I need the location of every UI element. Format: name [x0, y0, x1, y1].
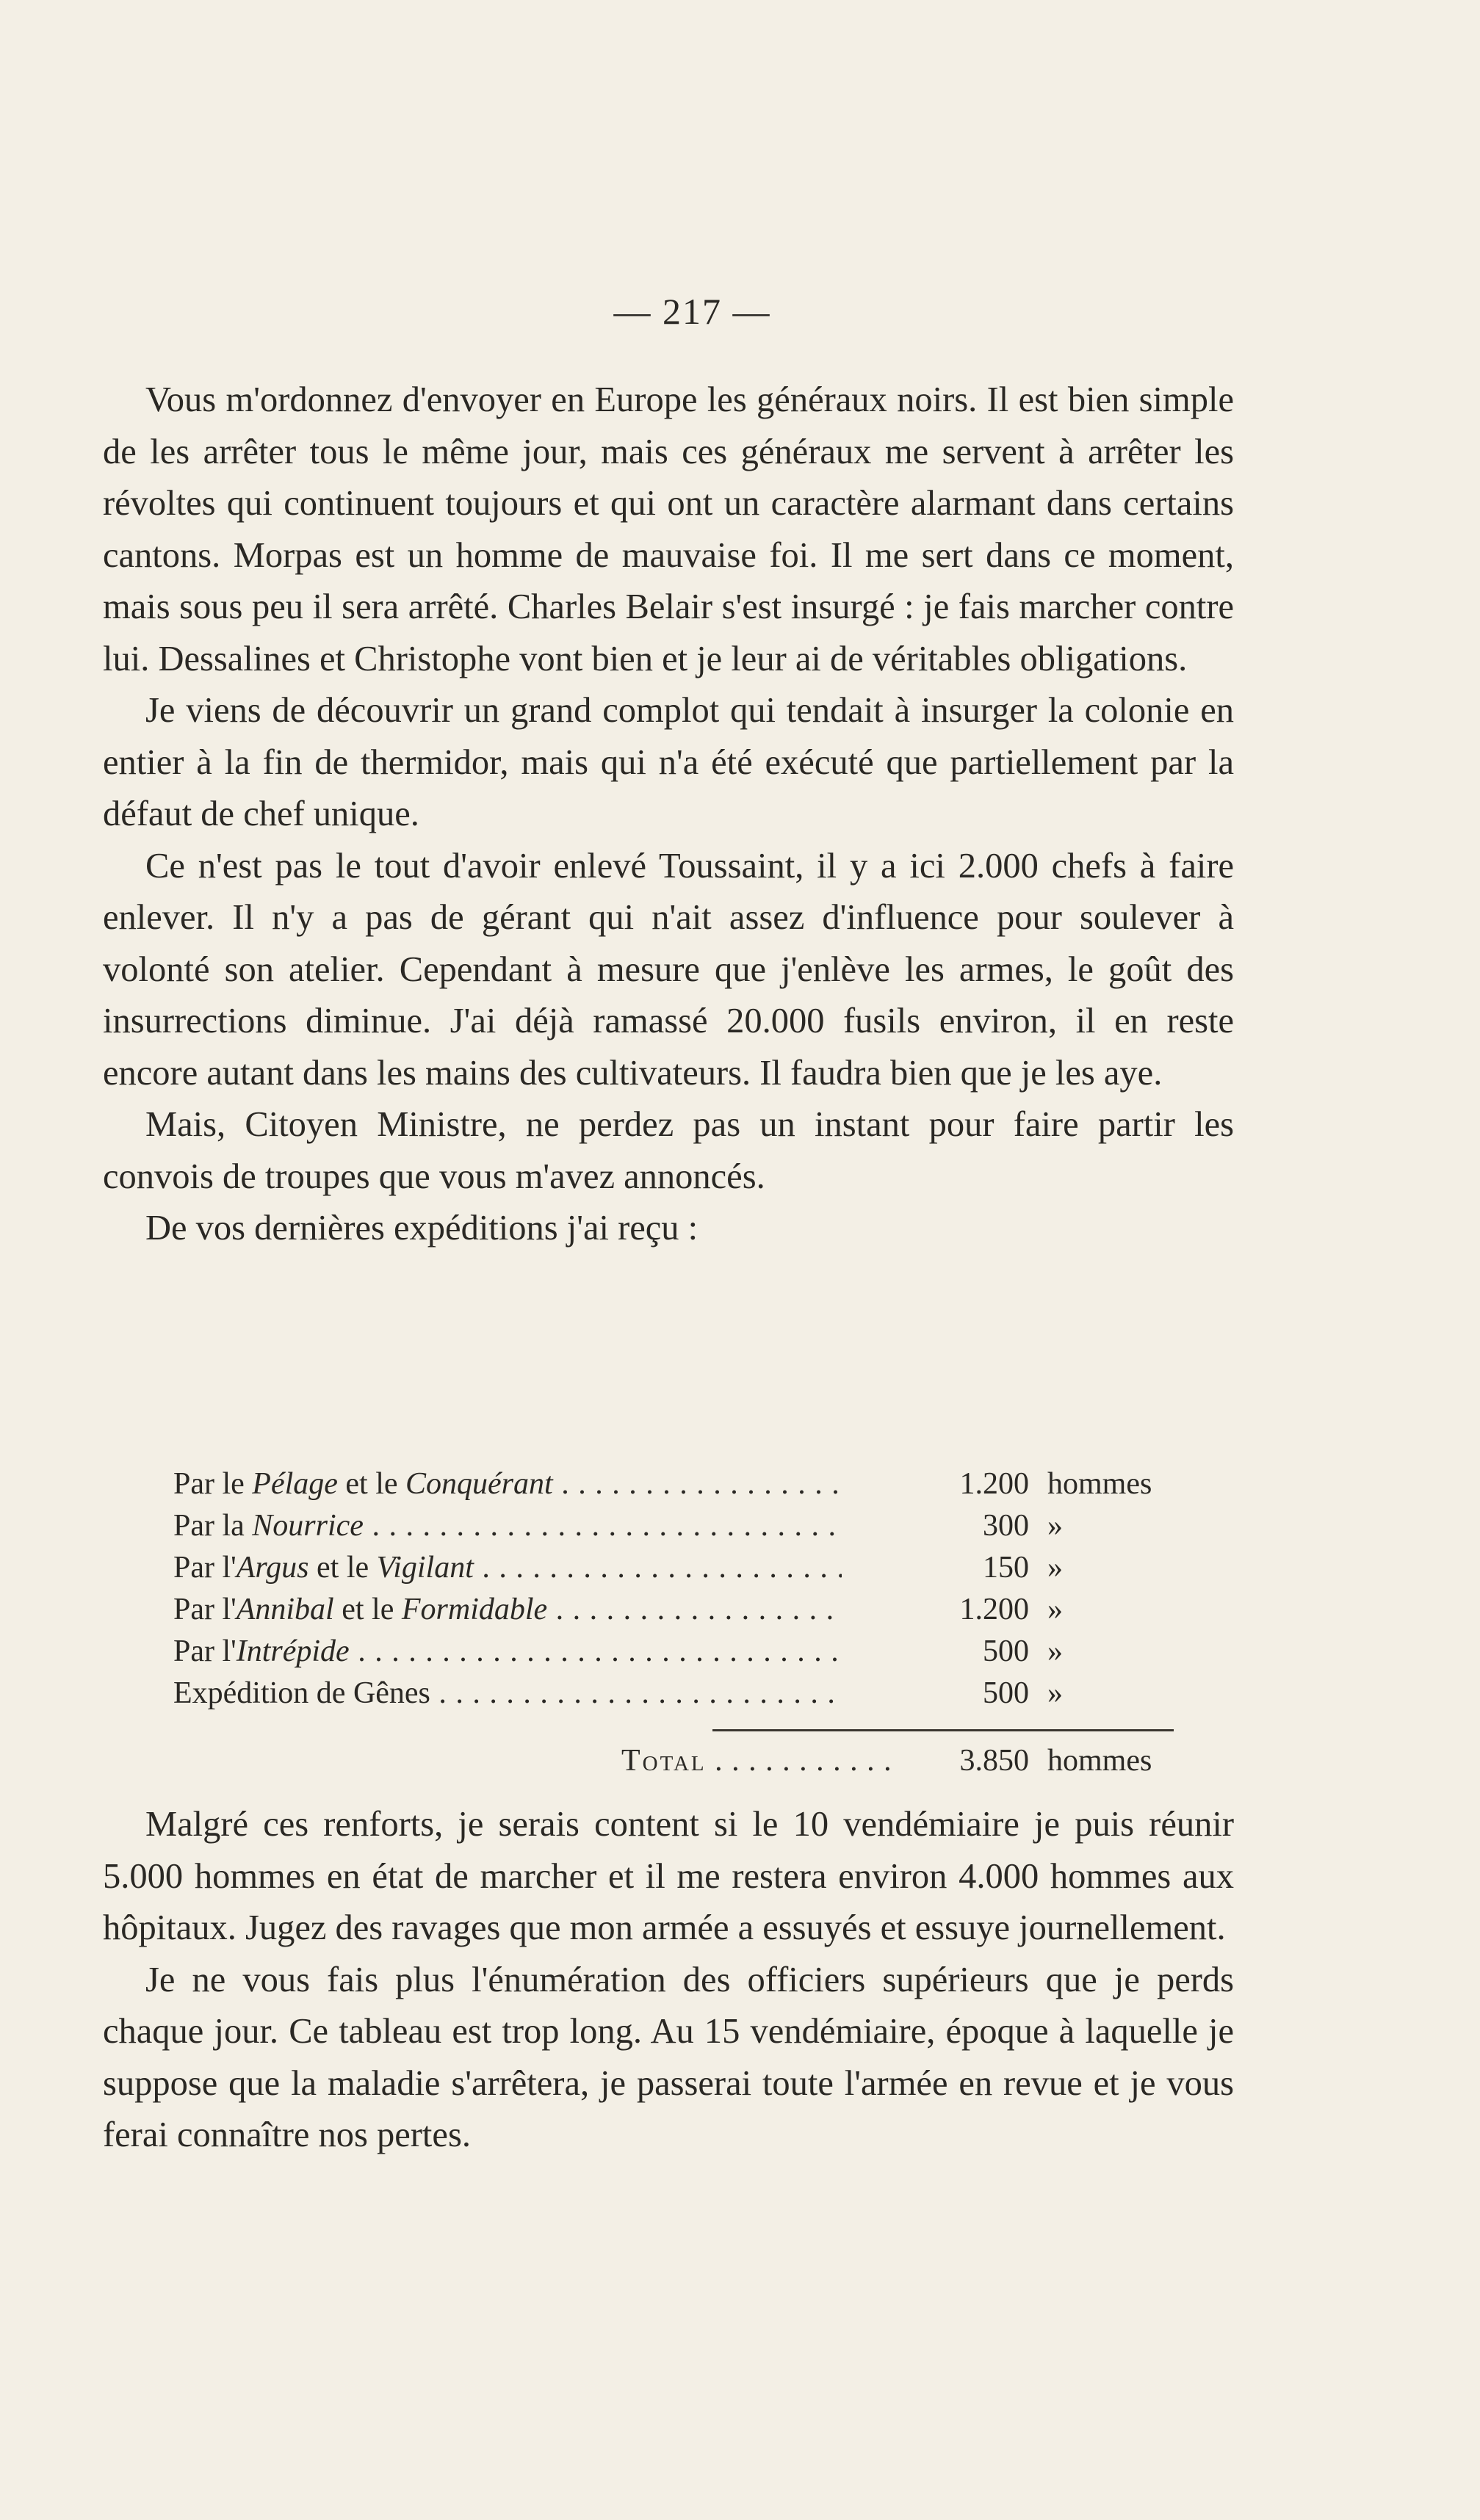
row-unit: »	[1047, 1593, 1063, 1626]
table-row	[173, 1463, 1180, 1505]
table-row	[173, 1631, 1180, 1673]
row-unit: »	[1047, 1509, 1063, 1543]
paragraph: Malgré ces renforts, je serais content si le 10 vendémiaire je puis réunir 5.000 hommes en état de marcher et il me restera environ 4.000 hommes aux hôpitaux. Jugez des ravages que mon armée a essuyés et essuye journellement.	[103, 1805, 1234, 1947]
row-unit: »	[1047, 1634, 1063, 1668]
table-row	[173, 1547, 1180, 1589]
total-divider	[712, 1729, 1174, 1731]
table-row	[173, 1673, 1180, 1715]
row-value: 1.200	[959, 1467, 1029, 1501]
row-label: Par l'Argus et le Vigilant . . .	[173, 1547, 842, 1589]
row-label: Par l'Intrépide . . .	[173, 1631, 842, 1673]
row-value: 500	[983, 1676, 1029, 1710]
paragraph: Je viens de découvrir un grand complot qui tendait à insurger la colonie en entier à la fin de thermidor, mais qui n'a été exécuté que partiellement par la défaut de chef unique.	[103, 691, 1234, 833]
paragraph: Ce n'est pas le tout d'avoir enlevé Toussaint, il y a ici 2.000 chefs à faire enlever. Il n'y a pas de gérant qui n'ait assez d'influence pour soulever à volonté son atelier. Cependant à mesure que j'enlève les armes, le goût des insurrections diminue. J'ai déjà ramassé 20.000 fusils environ, il en reste encore autant dans les mains des cultivateurs. Il faudra bien que je les aye.	[103, 846, 1234, 1093]
page-number: — 217 —	[613, 291, 771, 332]
row-value: 300	[983, 1509, 1029, 1543]
row-value: 1.200	[959, 1593, 1029, 1626]
troops-table	[173, 1463, 1180, 1715]
paragraph: Je ne vous fais plus l'énumération des officiers supérieurs que je perds chaque jour. Ce tableau est trop long. Au 15 vendémiaire, époque à laquelle je suppose que la maladie s'arrêtera, je passerai toute l'armée en revue et je vous ferai connaître nos pertes.	[103, 1960, 1234, 2154]
total-value: 3.850	[959, 1744, 1029, 1778]
total-unit: hommes	[1047, 1744, 1152, 1778]
row-value: 500	[983, 1634, 1029, 1668]
row-label: Expédition de Gênes . . .	[173, 1673, 842, 1715]
row-unit: »	[1047, 1551, 1063, 1585]
total-row	[173, 1740, 1180, 1782]
row-unit: hommes	[1047, 1467, 1152, 1501]
row-unit: »	[1047, 1676, 1063, 1710]
table-row	[173, 1505, 1180, 1547]
row-label: Par le Pélage et le Conquérant . . .	[173, 1463, 842, 1505]
paragraph: Vous m'ordonnez d'envoyer en Europe les généraux noirs. Il est bien simple de les arrêter tous le même jour, mais ces généraux me servent à arrêter les révoltes qui continuent toujours et qui ont un caractère alarmant dans certains cantons. Morpas est un homme de mauvaise foi. Il me sert dans ce moment, mais sous peu il sera arrêté. Charles Belair s'est insurgé : je fais marcher contre lui. Dessalines et Christophe vont bien et je leur ai de véritables obligations.	[103, 380, 1234, 678]
table-row	[173, 1589, 1180, 1631]
total-label: Total . . .	[621, 1740, 1018, 1782]
row-label: Par l'Annibal et le Formidable . . .	[173, 1589, 842, 1631]
paragraph: Mais, Citoyen Ministre, ne perdez pas un instant pour faire partir les convois de troupes que vous m'avez annoncés.	[103, 1105, 1234, 1196]
row-label: Par la Nourrice . . .	[173, 1505, 842, 1547]
body-text-bottom	[103, 1799, 1234, 2162]
paragraph: De vos dernières expéditions j'ai reçu :	[145, 1209, 699, 1248]
row-value: 150	[983, 1551, 1029, 1585]
body-text-top	[103, 374, 1234, 1255]
